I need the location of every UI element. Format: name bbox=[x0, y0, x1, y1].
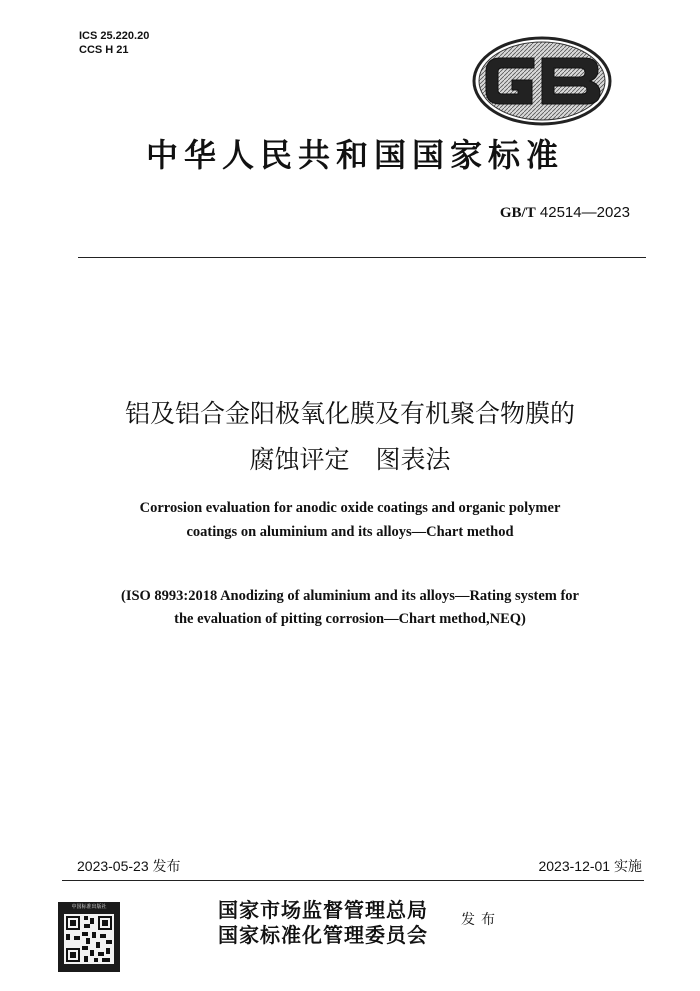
ccs-code: CCS H 21 bbox=[79, 44, 129, 56]
english-title-line-1: Corrosion evaluation for anodic oxide coatings and organic polymer bbox=[139, 500, 561, 516]
chinese-title-line-2: 腐蚀评定 图表法 bbox=[249, 445, 451, 474]
iso-reference-line-1: (ISO 8993:2018 Anodizing of aluminium and its alloys—Rating system for bbox=[120, 588, 579, 604]
ics-code: ICS 25.220.20 bbox=[79, 30, 150, 42]
english-title-line-2: coatings on aluminium and its alloys—Chart method bbox=[186, 524, 514, 540]
publish-label: 发布 bbox=[461, 912, 501, 928]
qr-code-icon bbox=[64, 914, 114, 964]
chinese-title-line-1: 铝及铝合金阳极氧化膜及有机聚合物膜的 bbox=[124, 399, 575, 428]
standard-prefix: GB/T bbox=[499, 205, 536, 221]
issuing-authority-1: 国家市场监督管理总局 bbox=[218, 898, 428, 922]
standard-code: 42514—2023 bbox=[539, 204, 630, 221]
iso-reference-line-2: the evaluation of pitting corrosion—Chart method,NEQ) bbox=[174, 611, 526, 627]
footer-divider bbox=[62, 880, 644, 881]
issuing-authority-2: 国家标准化管理委员会 bbox=[218, 923, 428, 947]
header-divider bbox=[78, 257, 646, 258]
national-standard-heading: 中华人民共和国国家标准 bbox=[145, 136, 564, 174]
issue-date: 2023-05-23 发布 bbox=[77, 858, 181, 874]
standard-number bbox=[500, 204, 630, 222]
gb-logo-icon bbox=[472, 36, 612, 126]
qr-caption: 中国标准出版社 bbox=[71, 904, 107, 910]
implementation-date: 2023-12-01 实施 bbox=[538, 858, 642, 874]
